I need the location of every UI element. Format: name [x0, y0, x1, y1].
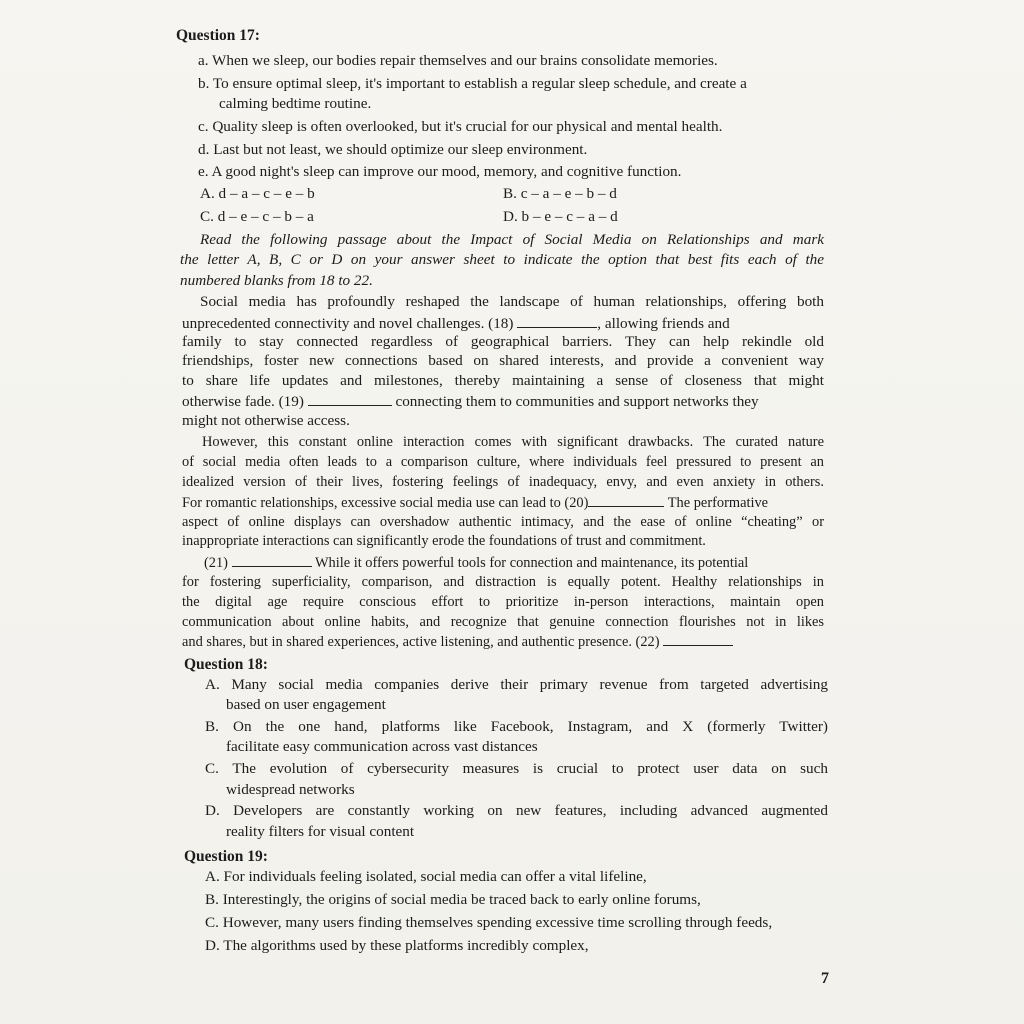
q19-option-d[interactable]: D. The algorithms used by these platforms incredibly complex,: [205, 937, 589, 954]
page-number: 7: [821, 970, 829, 987]
q17-option-a[interactable]: A. d – a – c – e – b: [200, 185, 315, 202]
passage-p2-line-5: aspect of online displays can overshadow authentic intimacy, and the ease of online “cheating” or: [182, 514, 824, 530]
passage-p2-line-1: However, this constant online interaction comes with significant drawbacks. The curated nature: [202, 434, 824, 450]
passage-p3-line-1-end: While it offers powerful tools for connection and maintenance, its potential: [314, 555, 749, 571]
passage-p2-line-4: [182, 492, 768, 513]
question-18-title: Question 18:: [184, 656, 268, 673]
q19-option-c[interactable]: C. However, many users finding themselves spending excessive time scrolling through feeds,: [205, 914, 773, 931]
passage-p2-line-4-end: The performative: [667, 495, 769, 511]
question-17-title: Question 17:: [176, 27, 260, 44]
q18-option-d[interactable]: D. Developers are constantly working on new features, including advanced augmented: [205, 802, 828, 819]
q18-option-b[interactable]: B. On the one hand, platforms like Facebook, Instagram, and X (formerly Twitter): [205, 718, 828, 735]
q17-item-d: d. Last but not least, we should optimize our sleep environment.: [198, 141, 588, 158]
passage-p1-line-6-end: connecting them to communities and support networks they: [395, 393, 759, 410]
q19-option-b[interactable]: B. Interestingly, the origins of social media be traced back to early online forums,: [205, 891, 701, 908]
passage-p1-line-1: Social media has profoundly reshaped the landscape of human relationships, offering both: [200, 293, 824, 310]
blank-18: [517, 313, 597, 328]
q18-option-a-cont: based on user engagement: [226, 696, 386, 713]
passage-p1-line-6-text: otherwise fade. (19): [182, 393, 304, 410]
q17-option-d[interactable]: D. b – e – c – a – d: [503, 208, 618, 225]
passage-p1-line-2-end: , allowing friends and: [597, 315, 730, 332]
instruction-line-3: numbered blanks from 18 to 22.: [180, 272, 373, 289]
passage-p1-line-5: to share life updates and milestones, thereby maintaining a sense of closeness that might: [182, 372, 824, 389]
passage-p3-line-2: for fostering superficiality, comparison, and distraction is equally potent. Healthy relationships in: [182, 574, 824, 590]
passage-p3-line-5: [182, 631, 733, 652]
passage-p2-line-2: of social media often leads to a comparison culture, where individuals feel pressured to present an: [182, 454, 824, 470]
passage-p3-line-1-text: (21): [204, 555, 228, 571]
question-19-title: Question 19:: [184, 848, 268, 865]
q18-option-c[interactable]: C. The evolution of cybersecurity measures is crucial to protect user data on such: [205, 760, 828, 777]
passage-p3-line-5-text: and shares, but in shared experiences, active listening, and authentic presence. (22): [182, 634, 660, 650]
passage-p1-line-3: family to stay connected regardless of geographical barriers. They can help rekindle old: [182, 333, 824, 350]
q19-option-a[interactable]: A. For individuals feeling isolated, social media can offer a vital lifeline,: [205, 868, 647, 885]
q17-item-b: b. To ensure optimal sleep, it's important to establish a regular sleep schedule, and create a: [198, 75, 747, 92]
q17-option-c[interactable]: C. d – e – c – b – a: [200, 208, 314, 225]
q18-option-a[interactable]: A. Many social media companies derive their primary revenue from targeted advertising: [205, 676, 828, 693]
q17-option-b[interactable]: B. c – a – e – b – d: [503, 185, 617, 202]
blank-21: [232, 552, 312, 567]
q18-option-d-cont: reality filters for visual content: [226, 823, 415, 840]
passage-p3-line-3: the digital age require conscious effort to prioritize in-person interactions, maintain open: [182, 594, 824, 610]
instruction-line-1: Read the following passage about the Impact of Social Media on Relationships and mark: [200, 231, 824, 248]
passage-p2-line-6: inappropriate interactions can significantly erode the foundations of trust and commitment.: [182, 533, 706, 549]
q18-option-c-cont: widespread networks: [226, 781, 355, 798]
passage-p1-line-2-text: unprecedented connectivity and novel challenges. (18): [182, 315, 514, 332]
instruction-line-2: the letter A, B, C or D on your answer sheet to indicate the option that best fits each of the: [180, 251, 824, 268]
q17-item-c: c. Quality sleep is often overlooked, but it's crucial for our physical and mental health.: [198, 118, 723, 135]
passage-p1-line-6: [182, 391, 759, 412]
passage-p3-line-1: [204, 552, 748, 573]
passage-p1-line-2: [182, 313, 730, 334]
blank-19: [308, 391, 392, 406]
blank-20: [588, 492, 664, 507]
passage-p1-line-7: might not otherwise access.: [182, 412, 350, 429]
passage-p1-line-4: friendships, foster new connections based on shared interests, and provide a convenient way: [182, 352, 824, 369]
q17-item-e: e. A good night's sleep can improve our mood, memory, and cognitive function.: [198, 163, 682, 180]
blank-22: [663, 631, 733, 646]
q18-option-b-cont: facilitate easy communication across vast distances: [226, 738, 538, 755]
q17-item-a: a. When we sleep, our bodies repair themselves and our brains consolidate memories.: [198, 52, 718, 69]
passage-p2-line-4-text: For romantic relationships, excessive social media use can lead to (20): [182, 495, 589, 511]
passage-p2-line-3: idealized version of their lives, fostering feelings of inadequacy, envy, and even anxiety in others.: [182, 474, 824, 490]
passage-p3-line-4: communication about online habits, and recognize that genuine connection flourishes not in likes: [182, 614, 824, 630]
q17-item-b-cont: calming bedtime routine.: [219, 95, 372, 112]
